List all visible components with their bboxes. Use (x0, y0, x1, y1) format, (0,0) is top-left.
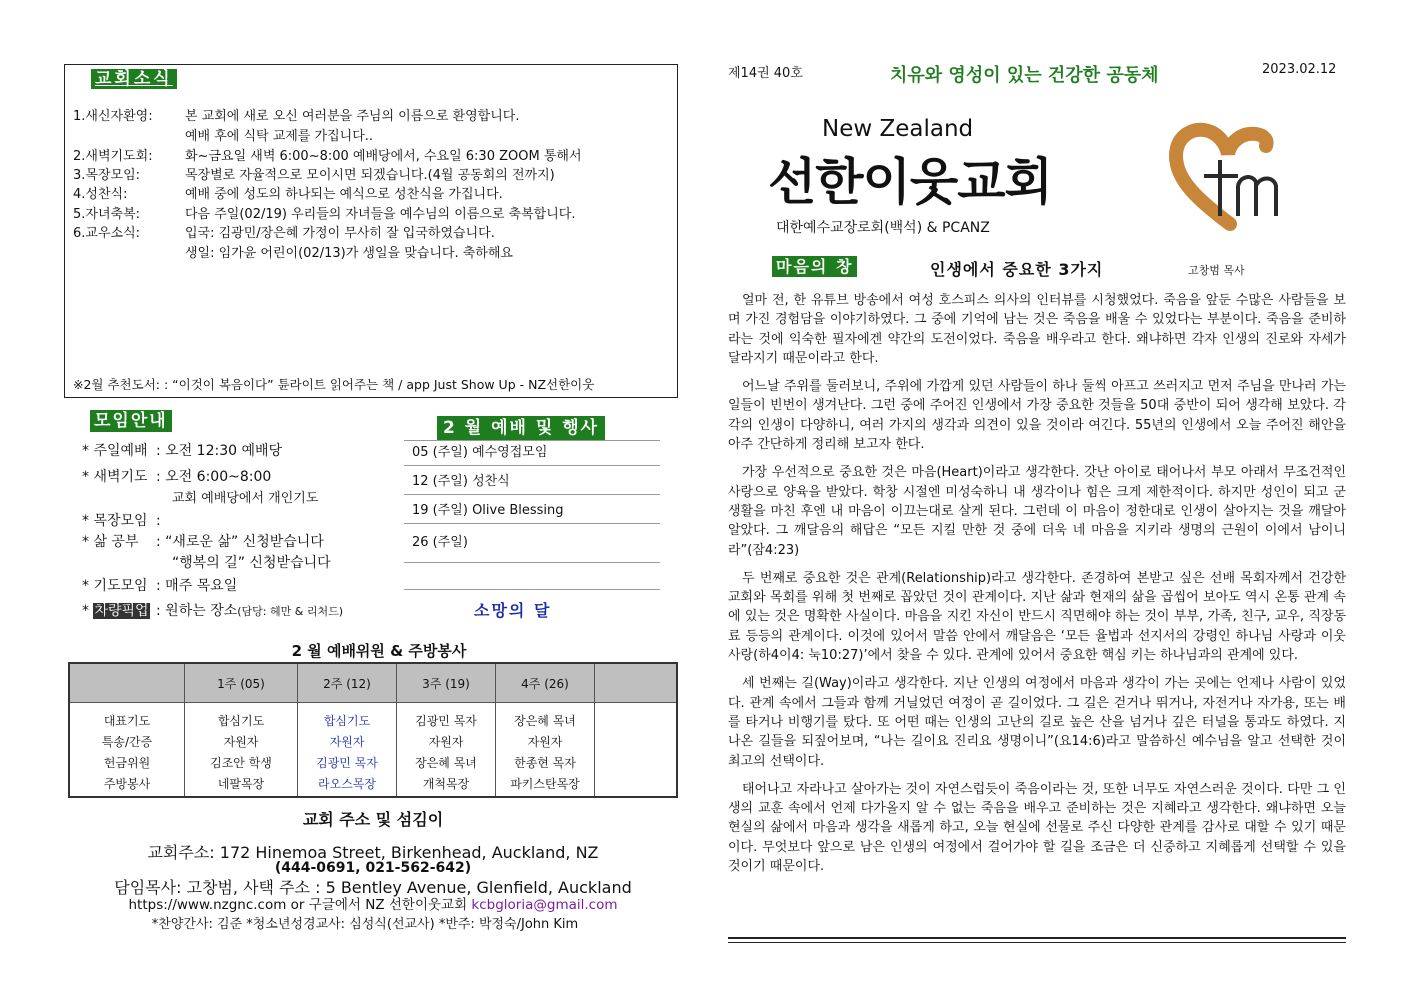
duty-week-2: 합심기도 자원자 김광민 목자 라오스목장 (298, 703, 397, 798)
duty-empty (595, 703, 678, 798)
church-logo-icon (1168, 120, 1298, 232)
staff-line: *찬양간사: 김준 *청소년성경교사: 심성식(선교사) *반주: 박정숙/John Kim (151, 917, 579, 932)
volume-number: 제14권 40호 (728, 66, 803, 81)
notice-row: 4.성찬식: 예배 중에 성도의 하나되는 예식으로 성찬식을 가집니다. (73, 187, 503, 202)
notice-row: 생일: 임가윤 어린이(02/13)가 생일을 맞습니다. 축하해요 (185, 246, 513, 261)
church-news-title: 교회소식 (91, 69, 177, 89)
duty-body-row (69, 703, 677, 798)
meeting-row: * 삶 공부 : “새로운 삶” 신청받습니다 (82, 534, 324, 550)
phone-numbers: (444-0691, 021-562-642) (274, 860, 472, 876)
web-line (68, 893, 678, 913)
month-theme: 소망의 달 (474, 601, 552, 620)
notice-row: 1.새신자환영: 본 교회에 새로 오신 여러분을 주님의 이름으로 환영합니다. (73, 109, 520, 124)
denomination: 대한예수교장로회(백석) & PCANZ (776, 220, 990, 236)
notice-row: 예배 후에 식탁 교제를 가집니다.. (185, 129, 374, 144)
column-badge: 마음의 창 (772, 256, 857, 277)
church-name: 선한이웃교회 (768, 153, 1052, 211)
meeting-row: 교회 예배당에서 개인기도 (172, 491, 319, 506)
article-paragraph: 얼마 전, 한 유튜브 방송에서 여성 호스피스 의사의 인터뷰를 시청했었다. 죽음을 앞둔 수많은 사람들을 보며 가진 경험담을 이야기하였다. 그 중에 기억에 남는 것은 죽음을 배울 수 있었다는 부분이다. 죽음을 준비하라는 것에 익숙한 필자에겐 약간의 도전이었다. 죽음을 배우라고 한다. 왜냐하면 각자 인생의 진로와 자세가 달라지기 때문이라고 한다. (728, 293, 1346, 366)
address-title: 교회 주소 및 섬김이 (302, 810, 444, 829)
duty-header-cell (595, 663, 678, 703)
duty-week-1: 합심기도 자원자 김조안 학생 네팔목장 (185, 703, 298, 798)
meeting-row-car: * 차량픽업 : 원하는 장소(담당: 헤만 & 리처드) (82, 603, 343, 619)
duty-week-3: 김광민 목자 자원자 장은혜 목녀 개척목장 (397, 703, 496, 798)
bottom-rule (728, 937, 1346, 943)
article-paragraph: 세 번째는 길(Way)이라고 생각한다. 지난 인생의 여정에서 마음과 생각이 가는 곳에는 언제나 사람이 있었다. 관계 속에서 그들과 함께 거닐었던 여정이 곧 길이었다. 그 길은 걷거나 뛰거나, 자전거나 자가용, 또는 배를 타거나 비행기를 탔다. 또 어떤 때는 인생의 고난의 길로 높은 산을 넘거나 깊은 터널을 통과도 하였다. 지나온 길들을 되짚어보며, “나는 길이요 진리요 생명이니”(요14:6)라고 말씀하신 예수님을 알고 선택한 것이 최고의 선택이다. (728, 676, 1346, 769)
church-address: 교회주소: 172 Hinemoa Street, Birkenhead, Auckland, NZ (147, 843, 599, 862)
meeting-row: * 목장모임 : (82, 513, 161, 529)
duty-header-cell (69, 663, 185, 703)
new-zealand-label: New Zealand (822, 116, 974, 142)
article-title: 인생에서 중요한 3가지 (930, 260, 1104, 279)
meeting-row: “행복의 길” 신청받습니다 (172, 555, 331, 571)
duty-header-row (69, 663, 677, 703)
event-row: 05 (주일) 예수영접모임 (404, 441, 660, 466)
meeting-row: * 주일예배 : 오전 12:30 예배당 (82, 443, 283, 459)
event-row: 12 (주일) 성찬식 (404, 470, 660, 495)
notice-row: 2.새벽기도회: 화~금요일 새벽 6:00~8:00 예배당에서, 수요일 6:30 ZOOM 통해서 (73, 149, 582, 164)
church-motto: 치유와 영성이 있는 건강한 공동체 (890, 65, 1159, 86)
email-link[interactable]: kcbgloria@gmail.com (471, 897, 618, 913)
article-paragraph: 두 번째로 중요한 것은 관계(Relationship)라고 생각한다. 존경하여 본받고 싶은 선배 목회자께서 건강한 교회와 목회를 위해 첫 번째로 꼽았던 것이 관계이다. 지난 삶과 현재의 삶을 곱씹어 보아도 역시 온통 관계 속에 있는 것은 명확한 사실이다. 마음을 지킨 자신이 반드시 직면해야 하는 것이 부부, 가족, 친구, 교우, 직장동료 등등의 관계이다. 이것에 있어서 말씀 안에서 깨달음은 ‘모든 율법과 선지서의 강령인 하나님 사랑과 이웃사랑(하4이4: 눅10:27)’에서 찾을 수 있다. 관계에 있어서 중요한 핵심 키는 하나님과의 관계에 있다. (728, 570, 1346, 664)
duty-table (68, 662, 678, 798)
duty-header-cell: 4주 (26) (496, 663, 595, 703)
duty-header-cell: 1주 (05) (185, 663, 298, 703)
article-paragraph: 태어나고 자라나고 살아가는 것이 자연스럽듯이 죽음이라는 것, 또한 너무도 자연스러운 것이다. 다만 그 인생의 교훈 속에서 언제 다가올지 알 수 없는 죽음을 배우고 준비하는 것은 지혜라고 생각한다. 왜냐하면 오늘 현실의 삶에서 마음과 생각을 새롭게 하고, 오늘 현실에 선물로 주신 다양한 관계를 감사로 대할 수 있기 때문이다. 무엇보다 앞으로 남은 인생의 여정에서 걸어가야 할 길을 조금은 더 신중하고 지혜롭게 선택할 수 있을 것이기 때문이다. (728, 781, 1346, 875)
duty-week-4: 장은혜 목녀 자원자 한종현 목자 파키스탄목장 (496, 703, 595, 798)
notice-row: 5.자녀축복: 다음 주일(02/19) 우리들의 자녀들을 예수님의 이름으로 축복합니다. (73, 207, 576, 222)
duty-roles: 대표기도 특송/간증 헌금위원 주방봉사 (69, 703, 185, 798)
recommended-book: ※2월 추천도서: : “이것이 복음이다” 튠라이트 읽어주는 책 / app Just Show Up - NZ선한이웃 (73, 377, 595, 392)
meetings-title: 모임안내 (90, 410, 172, 432)
notice-row: 3.목장모임: 목장별로 자율적으로 모이시면 되겠습니다.(4월 공동회의 전까지) (73, 168, 555, 183)
issue-date: 2023.02.12 (1262, 62, 1337, 77)
event-row (404, 565, 660, 590)
duty-header-cell: 3주 (19) (397, 663, 496, 703)
website-link[interactable]: https://www.nzgnc.com or 구글에서 NZ 선한이웃교회 (128, 897, 472, 913)
meeting-row: * 새벽기도 : 오전 6:00~8:00 (82, 469, 272, 485)
article-paragraph: 어느날 주위를 둘러보니, 주위에 가깝게 있던 사람들이 하나 둘씩 아프고 쓰러지고 먼저 주님을 만나러 가는 일들이 빈번이 생겨난다. 그런 중에 주어진 인생에서 가장 중요한 것들을 50대 중반이 되어 생각해 보았다. 각각의 인생이 다양하니, 여러 가지의 생각과 의견이 있을 것이라 여긴다. 55년의 인생에서 오늘 주어진 해안을 아주 간단하게 정리해 보고자 한다. (728, 379, 1346, 453)
article-author: 고창범 목사 (1188, 264, 1245, 277)
church-news-box (64, 64, 678, 398)
notice-row: 6.교우소식: 입국: 김광민/장은혜 가정이 무사히 잘 입국하였습니다. (73, 226, 495, 241)
event-row: 19 (주일) Olive Blessing (404, 499, 660, 524)
duty-header-cell: 2주 (12) (298, 663, 397, 703)
pastor-address: 담임목사: 고창범, 사택 주소 : 5 Bentley Avenue, Glenfield, Auckland (114, 878, 632, 897)
event-row: 26 (주일) (404, 531, 660, 563)
article-body (728, 291, 1346, 885)
article-paragraph: 가장 우선적으로 중요한 것은 마음(Heart)이라고 생각한다. 갓난 아이로 태어나서 부모 아래서 무조건적인 사랑으로 양육을 받았다. 학창 시절엔 미성숙하니 내 생각이나 힘은 크게 제한적이다. 하지만 성인이 되고 군생활을 마친 후엔 내 마음이 이끄는대로 살게 된다. 그런데 이 마음이 정한대로 인생이 살아지는 것을 깨달아 알았다. 그 깨달음의 해답은 “모든 지킬 만한 것 중에 더욱 네 마음을 지키라 생명의 근원이 이에서 남이니라”(잠4:23) (728, 465, 1346, 558)
car-pickup-label: 차량픽업 (94, 603, 149, 619)
duty-title: 2 월 예배위원 & 주방봉사 (291, 642, 467, 660)
events-title: 2 월 예배 및 행사 (437, 416, 605, 440)
meeting-row: * 기도모임 : 매주 목요일 (82, 578, 238, 594)
